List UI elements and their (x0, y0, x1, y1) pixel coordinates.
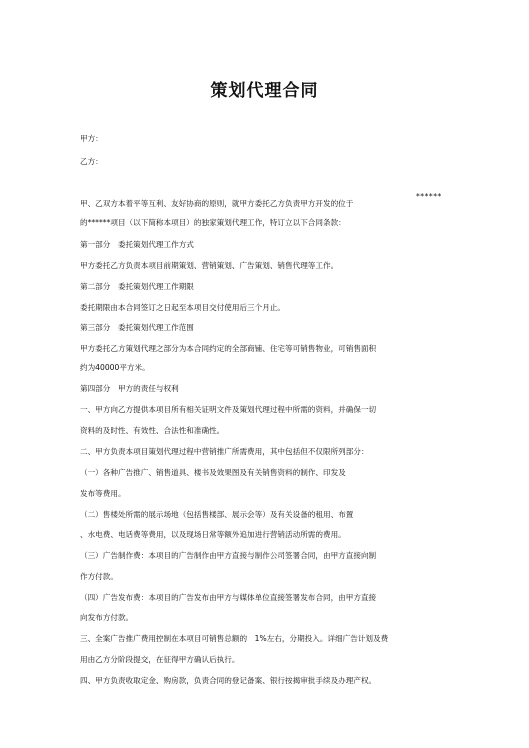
item-3-line-2: 用由乙方分阶段提交，在征得甲方确认后执行。 (80, 655, 240, 664)
item-2-line: 二、甲方负责本项目策划代理过程中营销推广所需费用，其中包括但不仅限所列部分： (80, 447, 369, 456)
item-3-line-1: 三、全案广告推广费用控制在本项目可销售总额的 1%左右，分期投入。详细广告计划及费 (80, 634, 389, 643)
section-1-text: 甲方委托乙方负责本项目前期策划、营销策划、广告策划、销售代理等工作。 (80, 261, 339, 270)
section-3-heading: 第三部分 委托策划代理工作范围 (80, 323, 194, 332)
sub-2-line-1: （二）售楼处所需的展示场地（包括售楼部、展示会等）及有关设备的租用、布置 (80, 510, 354, 519)
contract-title: 策划代理合同 (210, 81, 319, 101)
sub-3-line-2: 作方付款。 (80, 572, 118, 581)
sub-2-line-2: 、水电费、电话费等费用，以及现场日常等额外追加进行营销活动所需的费用。 (80, 530, 346, 539)
item-4-line: 四、甲方负责收取定金、购房款，负责合同的登记备案、银行按揭审批手续及办理产权。 (80, 676, 377, 685)
section-2-text: 委托期限由本合同签订之日起至本项目交付使用后三个月止。 (80, 303, 286, 312)
party-a-label: 甲方： (80, 134, 103, 143)
item-1-line-2: 资料的及时性、有效性、合法性和准确性。 (80, 426, 225, 435)
sub-4-line-2: 向发布方付款。 (80, 613, 134, 622)
sub-3-line-1: （三）广告制作费：本项目的广告制作由甲方直接与制作公司签署合同，由甲方直接向制 (80, 551, 377, 560)
item-1-line-1: 一、甲方向乙方提供本项目所有相关证明文件及策划代理过程中所需的资料，并确保一切 (80, 405, 377, 414)
section-1-heading: 第一部分 委托策划代理工作方式 (80, 240, 194, 249)
sub-1-line-2: 发布等费用。 (80, 489, 126, 498)
clause-intro-line-1: 甲、乙双方本着平等互利、友好协商的原则，就甲方委托乙方负责甲方开发的位于 (80, 199, 354, 208)
sub-4-line-1: （四）广告发布费：本项目的广告发布由甲方与媒体单位直接签署发布合同，由甲方直接 (80, 593, 377, 602)
redacted-location: ****** (416, 192, 442, 201)
sub-1-line-1: （一）各种广告推广、销售道具、楼书及效果图及有关销售资料的制作、印发及 (80, 468, 346, 477)
party-b-label: 乙方： (80, 157, 103, 166)
section-3-text-2: 约为40000平方米。 (80, 363, 150, 372)
section-2-heading: 第二部分 委托策划代理工作期限 (80, 282, 194, 291)
section-4-heading: 第四部分 甲方的责任与权利 (80, 384, 179, 393)
section-3-text-1: 甲方委托乙方策划代理之部分为本合同约定的全部商铺、住宅等可销售物业，可销售面积 (80, 344, 377, 353)
clause-intro-line-2: 的******项目（以下简称本项目）的独家策划代理工作，特订立以下合同条款： (80, 218, 346, 227)
